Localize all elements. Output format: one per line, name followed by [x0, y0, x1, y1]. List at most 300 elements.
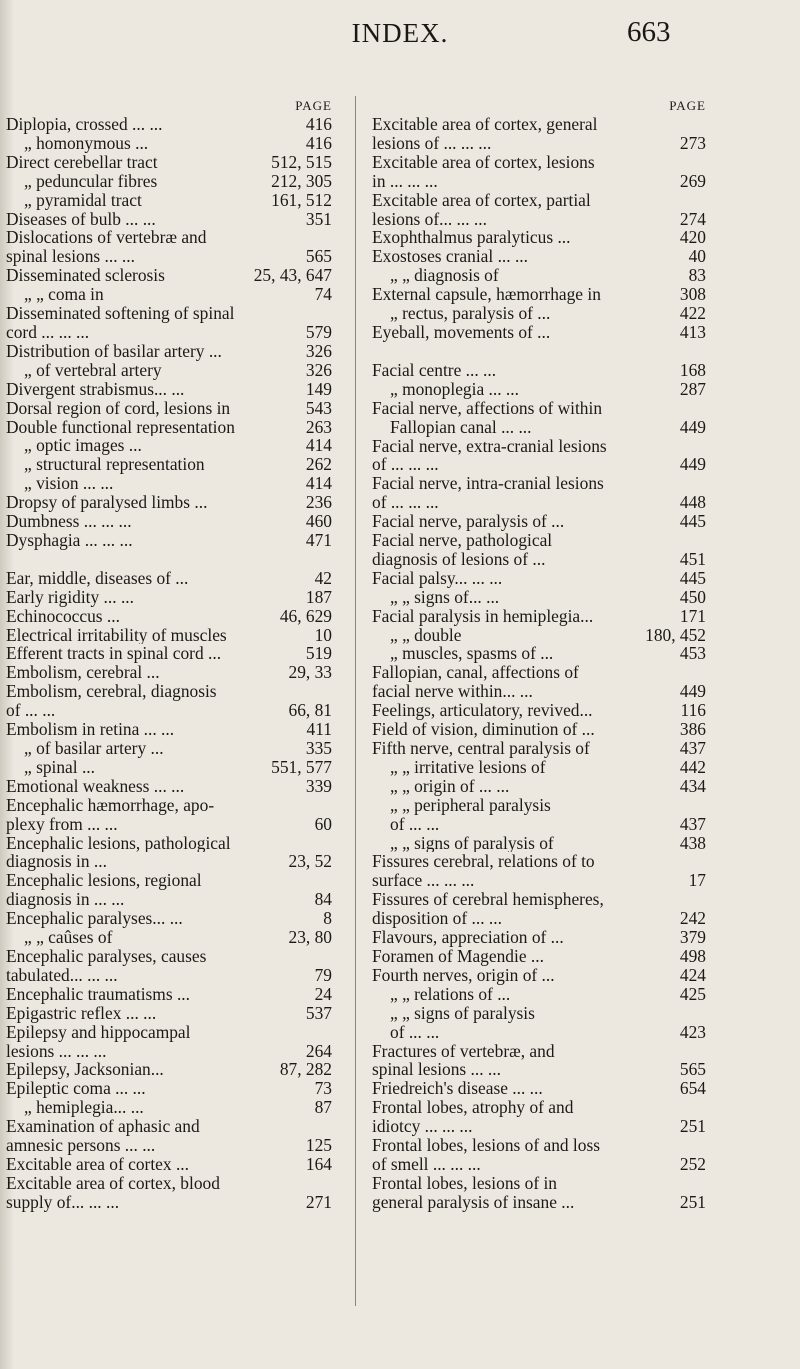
index-entry-text: „ „ irritative lesions of: [390, 757, 546, 777]
index-entry-text: Excitable area of cortex, blood: [6, 1173, 220, 1193]
index-entry-text: diagnosis in ... ...: [6, 890, 125, 910]
index-entry-pages: 29, 33: [288, 662, 332, 683]
index-entry: [372, 1174, 706, 1193]
index-entry-text: Exophthalmus paralyticus ...: [372, 228, 571, 248]
index-entry-text: Electrical irritability of muscles: [6, 625, 227, 645]
index-entry-list-right: [372, 115, 706, 1212]
index-entry-text: Facial nerve, paralysis of ...: [372, 512, 565, 532]
index-entry: [372, 418, 706, 437]
index-entry-text: „ „ signs of... ...: [390, 587, 500, 607]
index-entry-pages: 242: [679, 908, 706, 929]
index-entry-text: „ muscles, spasms of ...: [390, 644, 554, 664]
index-entry: [6, 777, 332, 796]
index-entry: [372, 361, 706, 380]
index-entry-pages: 212, 305: [271, 170, 332, 191]
index-entry-pages: 379: [679, 927, 706, 948]
index-entry-text: Distribution of basilar artery ...: [6, 341, 222, 361]
page-column-label: PAGE: [295, 98, 332, 113]
index-entry: [372, 1023, 706, 1042]
index-entry-pages: 125: [305, 1135, 332, 1156]
index-entry: [6, 928, 332, 947]
index-entry-text: in ... ... ...: [372, 171, 438, 191]
index-entry-pages: 425: [679, 983, 706, 1004]
index-entry-text: „ structural representation: [24, 455, 205, 475]
index-entry-pages: 79: [314, 964, 332, 985]
page-column-label: PAGE: [669, 98, 706, 113]
index-entry: [372, 304, 706, 323]
index-entry-text: of ... ...: [390, 814, 440, 834]
index-entry: [6, 588, 332, 607]
index-entry-text: Fractures of vertebræ, and: [372, 1041, 555, 1061]
index-entry: [372, 1098, 706, 1117]
index-entry-pages: 116: [680, 700, 706, 721]
index-entry-pages: 60: [314, 813, 332, 834]
index-entry-text: „ of basilar artery ...: [24, 739, 164, 758]
index-entry: [6, 153, 332, 172]
index-entry: [372, 474, 706, 493]
index-entry-pages: 251: [679, 1191, 706, 1212]
index-entry: [372, 1117, 706, 1136]
index-entry-pages: 326: [305, 340, 332, 361]
index-entry-pages: 24: [314, 983, 332, 1004]
index-entry-pages: 149: [305, 378, 332, 399]
index-entry: [6, 342, 332, 361]
index-entry-pages: 434: [679, 775, 706, 796]
index-entry-pages: 236: [305, 492, 332, 513]
index-entry-pages: 74: [314, 284, 332, 305]
index-entry-text: Disseminated sclerosis: [6, 266, 165, 286]
index-entry-pages: 450: [679, 586, 706, 607]
index-entry: [372, 644, 706, 663]
index-entry-text: Embolism, cerebral, diagnosis: [6, 682, 217, 702]
index-entry: [6, 796, 332, 815]
index-entry-text: Double functional representation: [6, 417, 235, 437]
index-entry-text: Encephalic paralyses... ...: [6, 909, 183, 929]
index-entry-text: „ „ relations of ...: [390, 984, 511, 1004]
index-entry: [372, 285, 706, 304]
index-entry-text: Encephalic lesions, pathological: [6, 833, 231, 853]
index-entry: [6, 739, 332, 758]
index-entry: [6, 852, 332, 871]
index-entry-pages: 66, 81: [288, 700, 332, 721]
index-entry-list-left: [6, 115, 332, 1212]
index-entry: [372, 626, 706, 645]
index-entry: [372, 569, 706, 588]
index-entry-text: diagnosis of lesions of ...: [372, 549, 546, 569]
index-entry-pages: 543: [305, 397, 332, 418]
index-entry-text: Excitable area of cortex, lesions: [372, 152, 595, 172]
index-entry: [372, 739, 706, 758]
index-entry: [372, 153, 706, 172]
index-entry-pages: 46, 629: [279, 605, 332, 626]
index-entry: [372, 871, 706, 890]
index-entry: [6, 210, 332, 229]
index-entry: [372, 210, 706, 229]
index-entry-text: Feelings, articulatory, revived...: [372, 701, 593, 721]
index-entry-pages: 271: [305, 1191, 332, 1212]
index-entry: [372, 550, 706, 569]
index-entry-text: Epilepsy and hippocampal: [6, 1022, 191, 1042]
index-entry-text: Excitable area of cortex ...: [6, 1154, 189, 1174]
index-entry-pages: 519: [305, 643, 332, 664]
index-entry-text: Encephalic hæmorrhage, apo-: [6, 795, 215, 815]
index-entry-text: Flavours, appreciation of ...: [372, 928, 564, 947]
index-entry: [372, 380, 706, 399]
index-entry-text: „ „ coma in: [24, 285, 104, 305]
index-entry-text: Friedreich's disease ... ...: [372, 1079, 543, 1099]
index-entry-text: Encephalic lesions, regional: [6, 871, 202, 891]
index-entry-text: „ of vertebral artery: [24, 360, 162, 380]
index-entry: [372, 1060, 706, 1079]
index-entry-text: Divergent strabismus... ...: [6, 379, 185, 399]
index-entry-pages: 445: [679, 511, 706, 532]
index-entry-pages: 171: [679, 605, 706, 626]
index-entry-pages: 551, 577: [271, 756, 332, 777]
index-entry: [6, 191, 332, 210]
index-entry: [372, 134, 706, 153]
index-entry: [6, 701, 332, 720]
index-entry-pages: 498: [679, 945, 706, 966]
index-entry: [6, 399, 332, 418]
index-entry-pages: 263: [305, 416, 332, 437]
index-entry: [372, 512, 706, 531]
index-entry-text: Facial nerve, pathological: [372, 531, 553, 550]
index-entry-pages: 269: [679, 170, 706, 191]
index-entry: [372, 852, 706, 871]
index-entry-pages: 287: [679, 378, 706, 399]
index-entry-pages: 449: [679, 681, 706, 702]
index-entry-text: Frontal lobes, atrophy of and: [372, 1098, 574, 1118]
index-entry-text: „ hemiplegia... ...: [24, 1098, 144, 1118]
index-entry: [372, 815, 706, 834]
index-entry-text: amnesic persons ... ...: [6, 1136, 156, 1155]
index-entry: [6, 569, 332, 588]
index-entry-pages: 180, 452: [645, 624, 706, 645]
index-entry-text: lesions ... ... ...: [6, 1041, 107, 1061]
index-entry: [372, 682, 706, 701]
index-entry-text: disposition of ... ...: [372, 909, 502, 929]
index-entry-text: of ... ...: [390, 1022, 440, 1042]
index-entry-text: diagnosis in ...: [6, 852, 107, 872]
index-entry-pages: 565: [305, 246, 332, 267]
index-entry: [6, 1042, 332, 1061]
index-entry-pages: 565: [679, 1059, 706, 1080]
index-entry: [6, 947, 332, 966]
index-entry: [372, 663, 706, 682]
index-entry: [372, 172, 706, 191]
index-entry-text: Epilepsy, Jacksonian...: [6, 1060, 164, 1080]
index-column-left: [6, 96, 332, 1212]
index-entry-pages: 416: [305, 132, 332, 153]
index-entry-pages: 161, 512: [271, 189, 332, 210]
index-entry-pages: 168: [679, 359, 706, 380]
index-entry: [372, 191, 706, 210]
index-entry-text: Dumbness ... ... ...: [6, 512, 132, 531]
index-entry-pages: 437: [679, 813, 706, 834]
index-entry-pages: 413: [679, 321, 706, 342]
index-entry-text: „ optic images ...: [24, 436, 142, 456]
index-entry-text: Facial palsy... ... ...: [372, 568, 503, 588]
index-entry-pages: 537: [305, 1002, 332, 1023]
index-entry-pages: 274: [679, 208, 706, 229]
index-entry: [6, 758, 332, 777]
index-entry-pages: 326: [305, 359, 332, 380]
index-entry-text: cord ... ... ...: [6, 322, 90, 342]
index-entry-pages: 273: [679, 132, 706, 153]
index-entry-text: Encephalic paralyses, causes: [6, 946, 207, 966]
index-entry-text: Fallopian canal ... ...: [390, 417, 532, 437]
index-entry: [6, 985, 332, 1004]
index-entry: [6, 1117, 332, 1136]
index-entry-text: „ pyramidal tract: [24, 190, 142, 210]
index-entry-text: Epileptic coma ... ...: [6, 1079, 146, 1099]
index-entry-pages: 73: [314, 1078, 332, 1099]
index-entry-text: „ „ diagnosis of: [390, 266, 499, 286]
index-entry: [6, 1079, 332, 1098]
index-entry: [372, 607, 706, 626]
index-entry-text: idiotcy ... ... ...: [372, 1117, 473, 1137]
index-entry-text: Facial centre ... ...: [372, 360, 497, 380]
index-entry-text: Frontal lobes, lesions of in: [372, 1173, 558, 1193]
index-entry: [372, 985, 706, 1004]
index-entry: [372, 966, 706, 985]
index-entry: [6, 228, 332, 247]
index-entry: [6, 247, 332, 266]
index-entry-text: Exostoses cranial ... ...: [372, 247, 528, 267]
index-entry-pages: 42: [314, 567, 332, 588]
index-entry: [372, 531, 706, 550]
index-entry: [372, 455, 706, 474]
index-entry-pages: 423: [679, 1021, 706, 1042]
index-entry-pages: 351: [305, 208, 332, 229]
index-entry-pages: 23, 52: [288, 851, 332, 872]
index-entry-text: Diseases of bulb ... ...: [6, 209, 156, 229]
index-entry-pages: 335: [305, 738, 332, 758]
index-entry: [6, 474, 332, 493]
index-entry: [372, 1155, 706, 1174]
index-entry-text: spinal lesions ... ...: [6, 247, 135, 267]
index-entry: [6, 834, 332, 853]
index-entry-pages: 416: [305, 114, 332, 134]
index-entry-text: of smell ... ... ...: [372, 1154, 481, 1174]
index-entry: [6, 663, 332, 682]
index-entry-pages: 87, 282: [279, 1059, 332, 1080]
index-entry: [372, 947, 706, 966]
index-entry: [6, 172, 332, 191]
index-entry: [6, 285, 332, 304]
index-entry-text: „ „ double: [390, 625, 462, 645]
index-entry-text: of ... ... ...: [372, 455, 439, 475]
index-entry-text: facial nerve within... ...: [372, 682, 533, 702]
index-entry-pages: 460: [305, 511, 332, 532]
index-entry-text: Facial nerve, intra-cranial lesions: [372, 474, 604, 494]
index-entry: [6, 607, 332, 626]
index-entry-text: Early rigidity ... ...: [6, 587, 134, 607]
index-entry-pages: 654: [679, 1078, 706, 1099]
index-entry-text: Dysphagia ... ... ...: [6, 530, 133, 550]
index-entry-text: Fourth nerves, origin of ...: [372, 965, 555, 985]
index-entry-pages: 579: [305, 321, 332, 342]
index-entry: [6, 512, 332, 531]
index-entry-text: Examination of aphasic and: [6, 1117, 200, 1137]
index-entry-text: plexy from ... ...: [6, 814, 118, 834]
index-entry: [372, 777, 706, 796]
index-entry-pages: 17: [688, 870, 706, 891]
index-entry: [372, 758, 706, 777]
index-entry: [372, 493, 706, 512]
index-entry-pages: 411: [306, 719, 332, 740]
index-entry-text: „ spinal ...: [24, 757, 95, 777]
index-entry-text: tabulated... ... ...: [6, 965, 118, 985]
index-entry-text: Echinococcus ...: [6, 606, 120, 626]
index-entry: [372, 909, 706, 928]
index-entry-text: Fissures of cerebral hemispheres,: [372, 890, 604, 910]
index-entry-pages: 420: [679, 227, 706, 248]
index-entry: [372, 1079, 706, 1098]
index-entry: [6, 815, 332, 834]
index-entry: [6, 266, 332, 285]
index-entry-text: Fifth nerve, central paralysis of: [372, 739, 590, 758]
index-entry-text: Excitable area of cortex, partial: [372, 190, 591, 210]
index-entry: [6, 626, 332, 645]
index-entry-pages: 40: [688, 246, 706, 267]
index-entry-text: supply of... ... ...: [6, 1192, 120, 1212]
index-entry-text: Frontal lobes, lesions of and loss: [372, 1136, 600, 1155]
running-head-title: INDEX.: [351, 18, 449, 48]
index-entry: [6, 323, 332, 342]
index-entry: [372, 1136, 706, 1155]
index-entry-text: „ peduncular fibres: [24, 171, 158, 191]
index-entry-pages: 87: [314, 1097, 332, 1118]
index-column-right: [372, 96, 706, 1212]
index-entry-pages: 83: [688, 265, 706, 286]
index-entry: [372, 399, 706, 418]
index-entry-text: Diplopia, crossed ... ...: [6, 115, 163, 134]
index-entry-pages: 10: [314, 624, 332, 645]
index-entry: [6, 966, 332, 985]
index-entry-pages: 512, 515: [271, 151, 332, 172]
index-entry: [6, 418, 332, 437]
index-entry: [6, 644, 332, 663]
index-entry-text: „ „ signs of paralysis of: [390, 833, 554, 853]
index-entry: [372, 1042, 706, 1061]
index-entry-text: Field of vision, diminution of ...: [372, 720, 595, 739]
index-entry: [372, 266, 706, 285]
index-entry-pages: 414: [305, 435, 332, 456]
index-entry-pages: 451: [679, 548, 706, 569]
index-entry-text: Dislocations of vertebræ and: [6, 228, 207, 248]
index-entry-pages: 25, 43, 647: [253, 265, 332, 286]
index-entry-text: Excitable area of cortex, general: [372, 115, 598, 134]
index-entry: [6, 436, 332, 455]
index-entry: [6, 871, 332, 890]
index-entry: [372, 1004, 706, 1023]
index-entry-text: „ homonymous ...: [24, 133, 149, 153]
index-entry: [372, 437, 706, 456]
index-entry: [6, 682, 332, 701]
index-entry-pages: 445: [679, 567, 706, 588]
index-entry: [6, 455, 332, 474]
section-gap: [6, 550, 332, 569]
index-entry-text: of ... ... ...: [372, 493, 439, 513]
index-entry-pages: 448: [679, 492, 706, 513]
index-entry: [6, 1098, 332, 1117]
index-entry: [6, 304, 332, 323]
index-entry-pages: 422: [679, 303, 706, 324]
index-entry-text: Facial nerve, extra-cranial lesions: [372, 436, 607, 456]
index-entry-text: „ „ peripheral paralysis: [390, 795, 551, 815]
index-entry-text: Emotional weakness ... ...: [6, 776, 185, 796]
index-entry: [6, 493, 332, 512]
index-entry: [6, 720, 332, 739]
index-entry: [372, 720, 706, 739]
index-entry-text: „ „ signs of paralysis: [390, 1003, 535, 1023]
index-entry: [372, 228, 706, 247]
index-entry-pages: 449: [679, 416, 706, 437]
index-entry-text: Embolism in retina ... ...: [6, 720, 175, 739]
index-entry-pages: 386: [679, 719, 706, 740]
index-entry-text: Direct cerebellar tract: [6, 152, 158, 172]
index-entry-text: general paralysis of insane ...: [372, 1192, 575, 1212]
index-entry-text: Fallopian, canal, affections of: [372, 663, 579, 683]
index-entry-text: Dropsy of paralysed limbs ...: [6, 493, 208, 513]
index-entry-pages: 453: [679, 643, 706, 664]
index-entry-text: Efferent tracts in spinal cord ...: [6, 644, 222, 664]
index-entry-pages: 252: [679, 1153, 706, 1174]
index-entry-pages: 339: [305, 775, 332, 796]
index-entry-text: Facial nerve, affections of within: [372, 398, 603, 418]
index-entry: [6, 1023, 332, 1042]
index-entry-text: spinal lesions ... ...: [372, 1060, 501, 1080]
index-entry-text: „ rectus, paralysis of ...: [390, 304, 551, 323]
index-entry-text: Facial paralysis in hemiplegia...: [372, 606, 594, 626]
index-entry-pages: 164: [305, 1153, 332, 1174]
index-entry: [372, 834, 706, 853]
index-entry-text: Foramen of Magendie ...: [372, 946, 544, 966]
index-entry-text: „ monoplegia ... ...: [390, 379, 519, 399]
index-entry: [6, 531, 332, 550]
index-entry: [6, 361, 332, 380]
index-entry-text: Ear, middle, diseases of ...: [6, 568, 189, 588]
index-entry-text: surface ... ... ...: [372, 871, 475, 891]
index-entry-text: Dorsal region of cord, lesions in: [6, 398, 231, 418]
index-entry-pages: 414: [305, 473, 332, 494]
index-entry-pages: 251: [679, 1116, 706, 1137]
index-entry-pages: 187: [305, 586, 332, 607]
index-entry: [372, 701, 706, 720]
index-entry: [372, 588, 706, 607]
index-entry-pages: 424: [679, 964, 706, 985]
index-entry-pages: 438: [679, 832, 706, 853]
index-entry-text: Eyeball, movements of ...: [372, 322, 551, 342]
index-entry: [6, 1193, 332, 1212]
index-entry-pages: 442: [679, 756, 706, 777]
index-entry-text: of ... ...: [6, 701, 56, 721]
index-entry-pages: 23, 80: [288, 927, 332, 948]
index-entry-text: Encephalic traumatisms ...: [6, 984, 190, 1004]
index-entry-pages: 8: [323, 908, 332, 929]
index-entry: [6, 1004, 332, 1023]
index-entry: [372, 323, 706, 342]
index-entry-text: Embolism, cerebral ...: [6, 663, 160, 683]
section-gap: [372, 342, 706, 361]
index-entry: [372, 1193, 706, 1212]
index-entry-pages: 262: [305, 454, 332, 475]
index-entry-pages: 308: [679, 284, 706, 305]
index-entry: [6, 380, 332, 399]
index-entry-pages: 471: [305, 529, 332, 550]
index-entry-text: Fissures cerebral, relations of to: [372, 852, 595, 872]
